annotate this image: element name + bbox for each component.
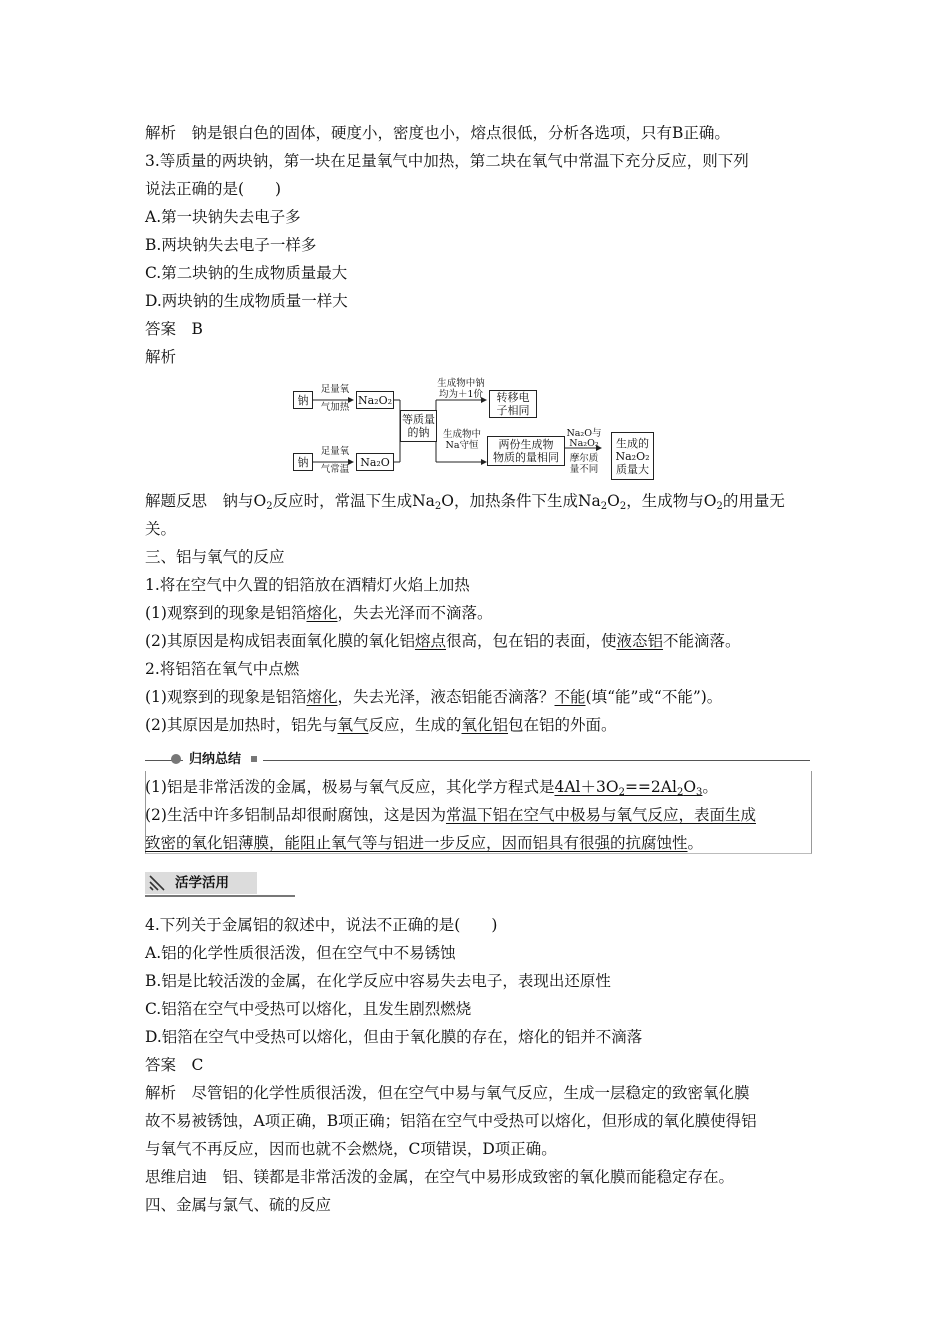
- item-1-observation: (1)观察到的现象是铝箔熔化，失去光泽而不滴落。: [145, 604, 493, 622]
- result-line-1: 生成的: [616, 436, 649, 450]
- item-1-reason: (2)其原因是构成铝表面氧化膜的氧化铝熔点很高，包在铝的表面，使液态铝不能滴落。: [145, 632, 741, 650]
- compare-note-line-2: Na₂O₂: [569, 438, 599, 449]
- explanation-line-cont: 故不易被锈蚀，A项正确，B项正确；铝箔在空气中受热可以熔化，但形成的氧化膜使得铝: [145, 1112, 757, 1130]
- compare-note-line-1: Na₂O与: [566, 428, 602, 439]
- sodium-oxide-box: Na₂O: [356, 453, 394, 471]
- summary-title: 归纳总结: [189, 752, 242, 767]
- question-3-stem: 3.等质量的两块钠，第一块在足量氧气中加热，第二块在氧气中常温下充分反应，则下列: [145, 152, 749, 170]
- section-three-heading: 三、铝与氧气的反应: [145, 548, 285, 566]
- blank-answer: 熔化: [306, 688, 338, 706]
- sodium-box-1: 钠: [293, 391, 313, 409]
- result-line-3: 质量大: [616, 462, 649, 476]
- equal-amount-line-1: 两份生成物: [498, 438, 554, 451]
- blank-answer: 氧化铝: [461, 716, 509, 734]
- summary-point-2: (2)生活中许多铝制品却很耐腐蚀，这是因为常温下铝在空气中极易与氧气反应，表面生成: [145, 806, 756, 824]
- explanation-label: 解析: [145, 348, 177, 366]
- explanation-line: 解析 钠是银白色的固体，硬度小，密度也小，熔点很低，分析各选项，只有B正确。: [145, 124, 730, 142]
- practice-header: [145, 872, 295, 894]
- option-d: D.两块钠的生成物质量一样大: [145, 292, 348, 310]
- condition-room-top: 足量氧: [320, 446, 350, 457]
- answer-line: 答案 B: [145, 320, 203, 338]
- molar-note-line-2: 量不同: [569, 464, 599, 475]
- molar-note-line-1: 摩尔质: [569, 453, 599, 464]
- blank-answer: 不能: [554, 688, 586, 706]
- item-2-observation: (1)观察到的现象是铝箔熔化，失去光泽，液态铝能否滴落？不能(填“能”或“不能”)。: [145, 688, 723, 706]
- equation: $4Al+3O_2==2Al_2O_3$: [554, 778, 703, 798]
- blank-answer: 常温下铝在空气中极易与氧气反应，表面生成: [445, 806, 756, 824]
- lower-note-line-2: Na守恒: [445, 440, 479, 451]
- equal-mass-line-2: 的钠: [407, 426, 430, 439]
- section-four-heading: 四、金属与氯气、硫的反应: [145, 1196, 332, 1214]
- blank-answer: 液态铝: [616, 632, 664, 650]
- option-b: B.两块钠失去电子一样多: [145, 236, 317, 254]
- option-b: B.铝是比较活泼的金属，在化学反应中容易失去电子，表现出还原性: [145, 972, 611, 990]
- equal-mass-box: [400, 410, 437, 442]
- condition-heat-bottom: 气加热: [320, 402, 350, 413]
- option-a: A.铝的化学性质很活泼，但在空气中不易锈蚀: [145, 944, 456, 962]
- insight-line: 思维启迪 铝、镁都是非常活泼的金属，在空气中易形成致密的氧化膜而能稳定存在。: [145, 1168, 735, 1186]
- summary-bullet-icon: [171, 754, 181, 764]
- electron-transfer-line-2: 子相同: [496, 404, 530, 417]
- summary-point-1: (1)铝是非常活泼的金属，极易与氧气反应，其化学方程式是$4Al+3O_2==2Al_2O_3$。: [145, 778, 718, 798]
- sodium-peroxide-box: Na₂O₂: [356, 391, 394, 409]
- option-c: C.第二块钠的生成物质量最大: [145, 264, 348, 282]
- reflection-line: 解题反思 钠与$O_2$反应时，常温下生成$Na_2O$，加热条件下生成$Na_2O_2$，生成物与$O_2$的用量无: [145, 492, 785, 512]
- result-line-2: Na₂O₂: [615, 449, 650, 463]
- condition-room-bottom: 气常温: [320, 464, 350, 475]
- practice-title: 活学活用: [175, 875, 229, 891]
- option-c: C.铝箔在空气中受热可以熔化，且发生剧烈燃烧: [145, 1000, 472, 1018]
- blank-answer: 熔点: [414, 632, 446, 650]
- question-4-stem: 4.下列关于金属铝的叙述中，说法不正确的是( ): [145, 916, 498, 934]
- equal-amount-box: [487, 436, 565, 466]
- item-2-reason: (2)其原因是加热时，铝先与氧气反应，生成的氧化铝包在铝的外面。: [145, 716, 617, 734]
- reaction-flow-diagram: [290, 378, 670, 482]
- blank-answer: 致密的氧化铝薄膜，能阻止氧气等与铝进一步反应，因而铝具有很强的抗腐蚀性: [145, 834, 688, 852]
- summary-point-2-cont: 致密的氧化铝薄膜，能阻止氧气等与铝进一步反应，因而铝具有很强的抗腐蚀性。: [145, 834, 704, 852]
- blank-answer: 氧气: [337, 716, 369, 734]
- item-2-heading: 2.将铝箔在氧气中点燃: [145, 660, 300, 678]
- electron-transfer-box: [489, 390, 537, 418]
- summary-rule-right: [263, 760, 810, 761]
- condition-heat-top: 足量氧: [320, 384, 350, 395]
- practice-rule: [145, 895, 295, 897]
- answer-line: 答案 C: [145, 1056, 204, 1074]
- reflection-line-cont: 关。: [145, 520, 177, 538]
- equal-amount-line-2: 物质的量相同: [493, 451, 559, 464]
- explanation-line: 解析 尽管铝的化学性质很活泼，但在空气中易与氧气反应，生成一层稳定的致密氧化膜: [145, 1084, 750, 1102]
- electron-transfer-line-1: 转移电: [496, 391, 530, 404]
- option-a: A.第一块钠失去电子多: [145, 208, 301, 226]
- blank-answer: 熔化: [306, 604, 338, 622]
- item-1-heading: 1.将在空气中久置的铝箔放在酒精灯火焰上加热: [145, 576, 470, 594]
- hatch-icon: [149, 875, 167, 891]
- sodium-box-2: 钠: [293, 453, 313, 471]
- explanation-line-cont: 与氧气不再反应，因而也就不会燃烧，C项错误，D项正确。: [145, 1140, 557, 1158]
- summary-header: [145, 750, 810, 770]
- equal-mass-line-1: 等质量: [402, 413, 435, 426]
- summary-dot-icon: [251, 756, 257, 762]
- result-box: [611, 432, 654, 480]
- upper-note-line-1: 生成物中钠: [437, 378, 485, 389]
- question-3-stem-cont: 说法正确的是( ): [145, 180, 282, 198]
- lower-note-line-1: 生成物中: [442, 429, 481, 440]
- option-d: D.铝箔在空气中受热可以熔化，但由于氧化膜的存在，熔化的铝并不滴落: [145, 1028, 643, 1046]
- upper-note-line-2: 均为＋1价: [438, 389, 484, 400]
